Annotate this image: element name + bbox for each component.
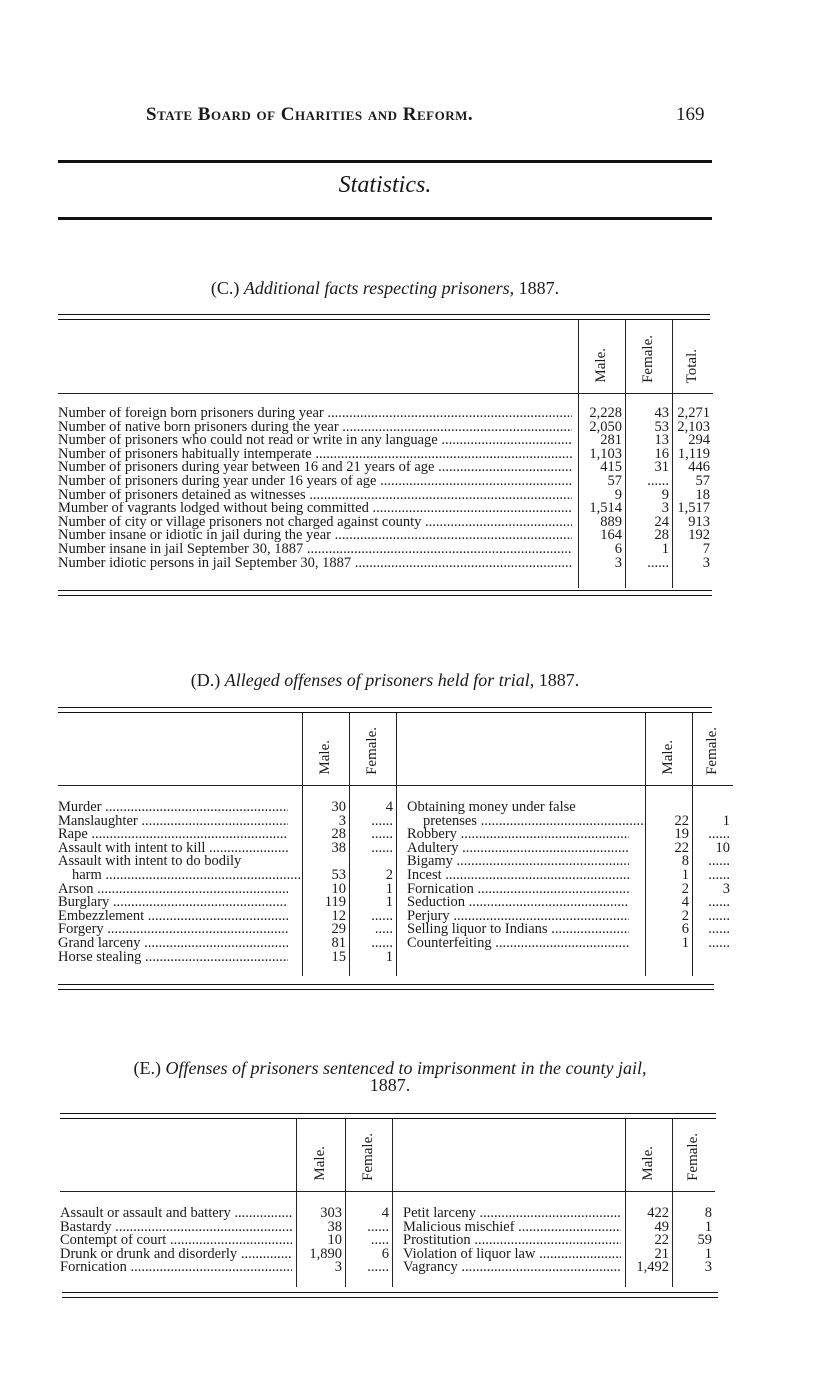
left-female-value: ..... <box>374 921 393 938</box>
right-male-value: 1 <box>681 866 689 883</box>
left-label: Rape <box>58 828 88 842</box>
table-c-bottom-rule <box>58 590 712 591</box>
table-row <box>58 869 733 883</box>
right-label: Seduction <box>407 896 465 910</box>
left-male-value: 1,890 <box>309 1245 342 1262</box>
left-male-value: 12 <box>331 907 346 924</box>
female-value: 24 <box>654 513 669 530</box>
table-c-caption <box>58 278 712 299</box>
row-label: Number of prisoners detained as witnesses <box>58 488 306 503</box>
left-label: Manslaughter <box>58 814 138 829</box>
left-female-value: ...... <box>371 812 393 829</box>
left-label: Bastardy <box>60 1220 112 1235</box>
table-e-grid <box>60 1119 715 1287</box>
right-male-value: 22 <box>674 839 689 856</box>
row-label: Number of prisoners who could not read or write in any language <box>58 434 438 448</box>
left-label: Forgery <box>58 923 104 937</box>
right-label: Incest <box>407 868 442 883</box>
right-male-value: 22 <box>654 1232 669 1249</box>
table-row <box>58 855 733 869</box>
right-label: Prostitution <box>403 1234 471 1248</box>
right-female-value: 10 <box>715 839 730 856</box>
table-c-caption-prefix: (C.) <box>210 278 240 298</box>
right-label: Perjury <box>407 909 450 924</box>
table-row <box>58 923 733 937</box>
left-label: Assault or assault and battery <box>60 1207 231 1221</box>
left-label: Embezzlement <box>58 909 145 924</box>
right-female-value: ...... <box>708 934 730 951</box>
male-value: 164 <box>600 527 622 544</box>
left-male-value: 38 <box>327 1218 342 1235</box>
table-d-col-male-right: Male. <box>660 740 677 775</box>
male-value: 281 <box>600 432 622 449</box>
table-row <box>58 842 733 856</box>
left-female-value: ...... <box>371 826 393 843</box>
table-c-grid <box>58 320 713 588</box>
table-d-top-rule <box>58 707 712 708</box>
right-female-value: ...... <box>708 921 730 938</box>
right-male-value: 8 <box>681 853 689 870</box>
left-label: Drunk or drunk and disorderly <box>60 1247 238 1262</box>
left-female-value: ...... <box>367 1218 389 1235</box>
male-value: 2,050 <box>589 418 622 435</box>
left-female-value: 2 <box>385 866 393 883</box>
female-value: 9 <box>661 486 669 503</box>
right-label: pretenses <box>423 814 477 829</box>
table-d-caption-year: 1887. <box>534 670 580 690</box>
table-row <box>60 1261 715 1275</box>
female-value: 53 <box>654 418 669 435</box>
row-label: Number of city or village prisoners not charged against county <box>58 515 422 530</box>
left-female-value: ...... <box>371 934 393 951</box>
table-row <box>58 910 733 924</box>
right-male-value: 2 <box>681 880 689 897</box>
female-value: 3 <box>661 500 669 517</box>
table-e-col-female-left: Female. <box>360 1133 377 1181</box>
right-label: Obtaining money under false <box>407 801 576 815</box>
right-female-value: 1 <box>704 1218 712 1235</box>
left-label: Burglary <box>58 896 110 910</box>
right-male-value: 22 <box>674 812 689 829</box>
right-label: Fornication <box>407 882 474 897</box>
left-label: Murder <box>58 801 102 815</box>
left-label: harm <box>72 868 102 883</box>
male-value: 57 <box>607 472 622 489</box>
female-value: 13 <box>654 432 669 449</box>
right-label: Adultery <box>407 841 459 856</box>
table-row <box>58 937 733 951</box>
table-row <box>58 557 713 571</box>
table-d-col-male-left: Male. <box>317 740 334 775</box>
row-label: Number of prisoners habitually intemperate <box>58 447 312 462</box>
left-male-value: 29 <box>331 921 346 938</box>
table-d-caption-title: Alleged offenses of prisoners held for trial, <box>224 670 535 690</box>
table-e-caption-year: 1887. <box>369 1075 411 1095</box>
row-label: Mumber of vagrants lodged without being committed <box>58 502 369 516</box>
right-male-value: 21 <box>654 1245 669 1262</box>
left-female-value: 6 <box>381 1245 389 1262</box>
table-c-col-female: Female. <box>640 335 657 383</box>
table-e-bottom-rule-2 <box>62 1297 718 1298</box>
right-label: Bigamy <box>407 855 453 869</box>
male-value: 1,103 <box>589 445 622 462</box>
total-value: 913 <box>688 513 710 530</box>
right-label: Petit larceny <box>403 1207 476 1221</box>
right-label: Counterfeiting <box>407 936 492 951</box>
table-c-col-total: Total. <box>684 348 701 383</box>
total-value: 192 <box>688 527 710 544</box>
left-male-value: 28 <box>331 826 346 843</box>
total-value: 3 <box>702 554 710 571</box>
header-rule <box>58 160 712 163</box>
female-value: 16 <box>654 445 669 462</box>
female-value: ...... <box>647 554 669 571</box>
running-head <box>146 104 746 126</box>
table-row <box>58 801 733 815</box>
table-e-caption-prefix: (E.) <box>133 1058 162 1078</box>
table-e-col-female-right: Female. <box>685 1133 702 1181</box>
left-label: Arson <box>58 882 94 897</box>
table-c-bottom-rule-2 <box>58 595 712 596</box>
total-value: 1,517 <box>677 500 710 517</box>
left-female-value: 1 <box>385 894 393 911</box>
left-female-value: 1 <box>385 880 393 897</box>
total-value: 2,271 <box>677 405 710 421</box>
row-label: Number insane in jail September 30, 1887 <box>58 542 304 557</box>
right-female-value: 3 <box>704 1259 712 1276</box>
left-male-value: 30 <box>331 799 346 815</box>
left-female-value: 4 <box>385 799 393 815</box>
left-male-value: 3 <box>338 812 346 829</box>
right-label: Selling liquor to Indians <box>407 923 548 937</box>
left-male-value: 53 <box>331 866 346 883</box>
right-female-value: ...... <box>708 866 730 883</box>
left-male-value: 10 <box>327 1232 342 1249</box>
table-row <box>58 896 733 910</box>
left-female-value: 4 <box>381 1205 389 1221</box>
left-label: Assault with intent to kill <box>58 841 206 856</box>
table-d-caption-prefix: (D.) <box>190 670 221 690</box>
table-e-caption <box>58 1058 722 1096</box>
row-label: Number of prisoners during year between 16 and 21 years of age <box>58 461 435 475</box>
row-label: Number insane or idiotic in jail during the year <box>58 529 332 543</box>
right-male-value: 49 <box>654 1218 669 1235</box>
female-value: 1 <box>661 540 669 557</box>
male-value: 2,228 <box>589 405 622 421</box>
right-female-value: 3 <box>722 880 730 897</box>
total-value: 1,119 <box>677 445 710 462</box>
table-e-col-male-right: Male. <box>640 1146 657 1181</box>
female-value: 43 <box>654 405 669 421</box>
table-c-top-rule <box>58 314 710 315</box>
table-c-caption-title: Additional facts respecting prisoners, <box>243 278 515 298</box>
right-male-value: 6 <box>681 921 689 938</box>
row-label: Number of native born prisoners during the year <box>58 420 339 435</box>
left-female-value: ..... <box>370 1232 389 1249</box>
total-value: 446 <box>688 459 710 476</box>
page-number: 169 <box>676 104 705 125</box>
right-female-value: 1 <box>704 1245 712 1262</box>
total-value: 294 <box>688 432 710 449</box>
left-male-value: 81 <box>331 934 346 951</box>
table-c-col-male: Male. <box>593 348 610 383</box>
left-female-value: 1 <box>385 948 393 965</box>
left-female-value: ...... <box>371 839 393 856</box>
left-label: Grand larceny <box>58 936 141 951</box>
left-female-value: ...... <box>371 907 393 924</box>
left-male-value: 38 <box>331 839 346 856</box>
male-value: 3 <box>614 554 622 571</box>
table-d <box>58 713 733 976</box>
table-row <box>58 883 733 897</box>
right-male-value: 1 <box>681 934 689 951</box>
section-title: Statistics. <box>338 172 432 198</box>
right-label: Robbery <box>407 828 457 842</box>
right-label: Malicious mischief <box>403 1220 515 1235</box>
right-female-value: ...... <box>708 853 730 870</box>
right-female-value: 8 <box>704 1205 712 1221</box>
table-c-caption-year: 1887. <box>514 278 560 298</box>
table-e-caption-title: Offenses of prisoners sentenced to imprisonment in the county jail, <box>165 1058 647 1078</box>
row-label: Number of prisoners during year under 16 years of age <box>58 474 377 489</box>
section-rule <box>58 217 712 220</box>
table-d-caption <box>58 670 712 691</box>
total-value: 18 <box>695 486 710 503</box>
left-male-value: 303 <box>320 1205 342 1221</box>
male-value: 9 <box>614 486 622 503</box>
left-male-value: 119 <box>324 894 346 911</box>
left-label: Fornication <box>60 1261 127 1275</box>
table-c <box>58 320 713 588</box>
table-e-bottom-rule <box>62 1292 718 1293</box>
right-female-value: ...... <box>708 907 730 924</box>
female-value: 28 <box>654 527 669 544</box>
right-label: Violation of liquor law <box>403 1247 536 1262</box>
right-male-value: 1,492 <box>636 1259 669 1276</box>
table-d-col-female-right: Female. <box>704 727 721 775</box>
total-value: 7 <box>702 540 710 557</box>
table-e <box>60 1119 715 1287</box>
male-value: 889 <box>600 513 622 530</box>
table-row <box>58 815 733 829</box>
row-label: Number idiotic persons in jail September 30, 1887 <box>58 556 352 571</box>
right-female-value: 59 <box>697 1232 712 1249</box>
total-value: 57 <box>695 472 710 489</box>
male-value: 6 <box>614 540 622 557</box>
right-male-value: 19 <box>674 826 689 843</box>
left-label: Horse stealing <box>58 950 142 965</box>
table-e-top-rule <box>60 1113 716 1114</box>
table-d-grid <box>58 713 733 976</box>
right-female-value: ...... <box>708 826 730 843</box>
left-male-value: 3 <box>334 1259 342 1276</box>
table-row <box>58 828 733 842</box>
left-male-value: 10 <box>331 880 346 897</box>
running-title: State Board of Charities and Reform. <box>146 104 474 125</box>
table-e-col-male-left: Male. <box>312 1146 329 1181</box>
left-label: Contempt of court <box>60 1234 167 1248</box>
right-female-value: 1 <box>722 812 730 829</box>
left-label: Assault with intent to do bodily <box>58 855 242 869</box>
table-row <box>58 951 733 965</box>
female-value: 31 <box>654 459 669 476</box>
right-female-value: ...... <box>708 894 730 911</box>
right-label: Vagrancy <box>403 1261 458 1275</box>
male-value: 415 <box>600 459 622 476</box>
left-female-value: ...... <box>367 1259 389 1276</box>
total-value: 2,103 <box>677 418 710 435</box>
left-male-value: 15 <box>331 948 346 965</box>
table-d-col-female-left: Female. <box>364 727 381 775</box>
right-male-value: 4 <box>681 894 689 911</box>
table-d-bottom-rule <box>58 984 714 985</box>
male-value: 1,514 <box>589 500 622 517</box>
female-value: ...... <box>647 472 669 489</box>
table-d-bottom-rule-2 <box>58 989 714 990</box>
right-male-value: 2 <box>681 907 689 924</box>
row-label: Number of foreign born prisoners during year <box>58 407 324 421</box>
right-male-value: 422 <box>647 1205 669 1221</box>
